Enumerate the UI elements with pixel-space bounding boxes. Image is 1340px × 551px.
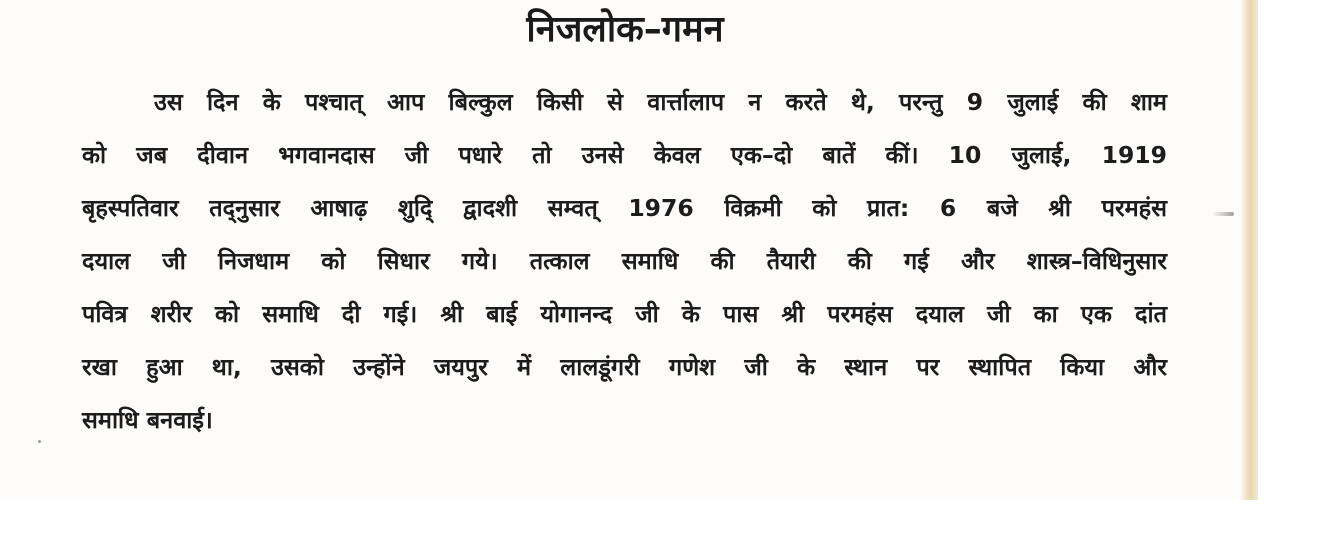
text-line-1: उस दिन के पश्चात् आप बिल्कुल किसी से वार्त्तालाप न करते थे, परन्तु 9 जुलाई की शाम [154,88,1167,116]
text-line-2: को जब दीवान भगवानदास जी पधारे तो उनसे केवल एक–दो बातें कीं। 10 जुलाई, 1919 [82,141,1167,169]
page-fold-edge [1240,0,1258,500]
text-line-6: रखा हुआ था, उसको उन्होंने जयपुर में लालडूंगरी गणेश जी के स्थान पर स्थापित किया और [82,353,1167,381]
text-line-5: पवित्र शरीर को समाधि दी गई। श्री बाई योगानन्द जी के पास श्री परमहंस दयाल जी का एक दांत [82,300,1167,328]
text-line-3: बृहस्पतिवार तद्नुसार आषाढ़ शुदि् द्वादशी सम्वत् 1976 विक्रमी को प्रात: 6 बजे श्री परमहंस [82,194,1167,222]
page-title: निजलोक–गमन [526,9,724,50]
scan-speck [38,440,41,443]
body-paragraph [82,76,1167,447]
text-line-7: समाधि बनवाई। [82,406,213,434]
scan-mark [1212,212,1234,216]
text-line-4: दयाल जी निजधाम को सिधार गये। तत्काल समाधि की तैयारी की गई और शास्त्र–विधिनुसार [82,247,1167,275]
scan-margin [1258,0,1340,551]
